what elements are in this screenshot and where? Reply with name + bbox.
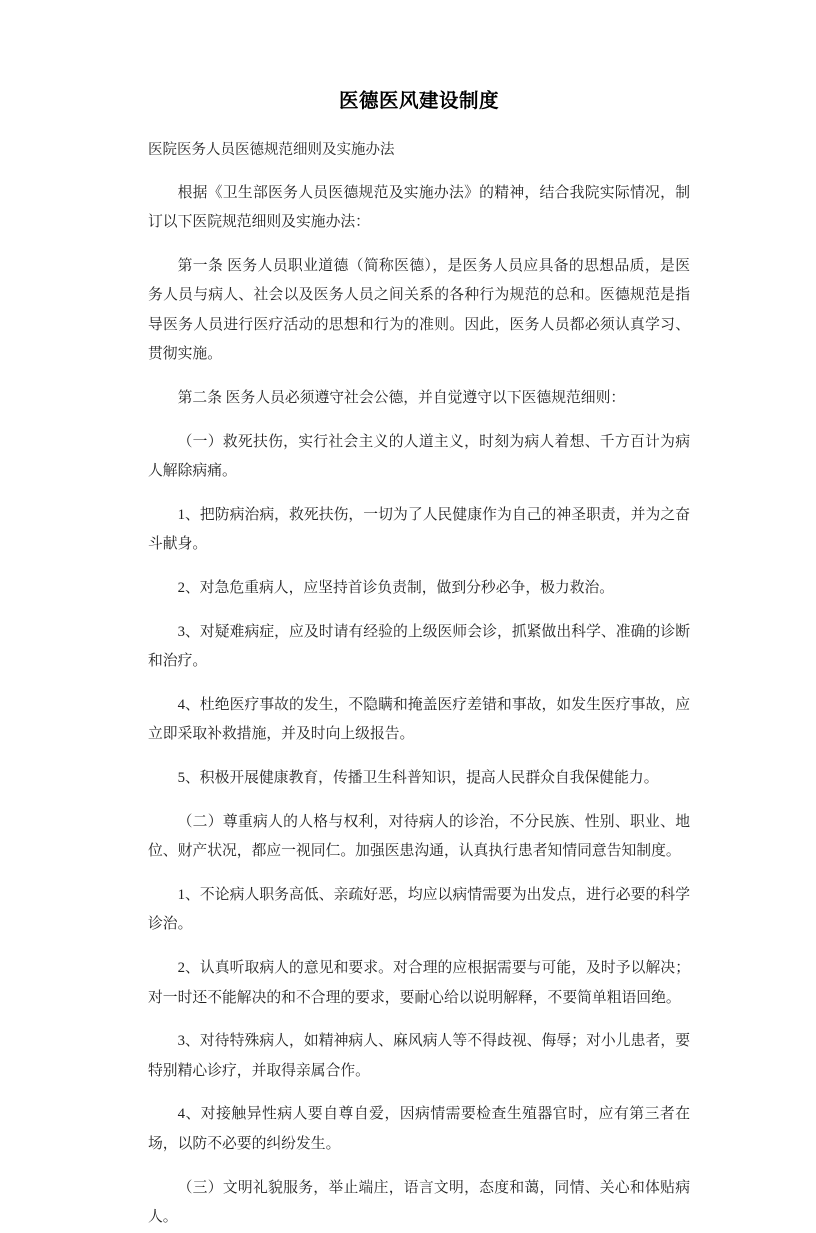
document-body xyxy=(148,0,690,1233)
paragraph: （三）文明礼貌服务，举止端庄，语言文明，态度和蔼，同情、关心和体贴病人。 xyxy=(148,1179,690,1226)
paragraph: （二）尊重病人的人格与权利，对待病人的诊治，不分民族、性别、职业、地位、财产状况，都应一视同仁。加强医患沟通，认真执行患者知情同意告知制度。 xyxy=(148,813,690,860)
paragraph: 3、对疑难病症，应及时请有经验的上级医师会诊，抓紧做出科学、准确的诊断和治疗。 xyxy=(148,623,690,670)
paragraph: 1、把防病治病，救死扶伤，一切为了人民健康作为自己的神圣职责，并为之奋斗献身。 xyxy=(148,506,690,553)
paragraph: 1、不论病人职务高低、亲疏好恶，均应以病情需要为出发点，进行必要的科学诊治。 xyxy=(148,886,690,933)
paragraph: 根据《卫生部医务人员医德规范及实施办法》的精神，结合我院实际情况，制订以下医院规范细则及实施办法： xyxy=(148,184,690,231)
paragraph: 5、积极开展健康教育，传播卫生科普知识，提高人民群众自我保健能力。 xyxy=(177,770,659,786)
paragraph: 4、对接触异性病人要自尊自爱，因病情需要检查生殖器官时，应有第三者在场，以防不必要的纠纷发生。 xyxy=(148,1106,690,1152)
paragraph: 4、杜绝医疗事故的发生，不隐瞒和掩盖医疗差错和事故，如发生医疗事故，应立即采取补救措施，并及时向上级报告。 xyxy=(148,696,690,743)
paragraph: 2、对急危重病人，应坚持首诊负责制，做到分秒必争，极力救治。 xyxy=(177,580,615,597)
paragraph: 3、对待特殊病人，如精神病人、麻风病人等不得歧视、侮辱；对小儿患者，要特别精心诊疗，并取得亲属合作。 xyxy=(148,1033,690,1079)
document-subtitle: 医院医务人员医德规范细则及实施办法 xyxy=(148,141,395,158)
paragraph: 第一条 医务人员职业道德（简称医德），是医务人员应具备的思想品质，是医务人员与病人、社会以及医务人员之间关系的各种行为规范的总和。医德规范是指导医务人员进行医疗活动的思想和行为的准则。因此，医务人员都必须认真学习、贯彻实施。 xyxy=(148,257,690,363)
page-title: 医德医风建设制度 xyxy=(338,91,499,112)
paragraph: （一）救死扶伤，实行社会主义的人道主义，时刻为病人着想、千方百计为病人解除病痛。 xyxy=(148,433,690,480)
paragraph-list xyxy=(148,179,690,1233)
paragraph: 2、认真听取病人的意见和要求。对合理的应根据需要与可能，及时予以解决；对一时还不能解决的和不合理的要求，要耐心给以说明解释，不要简单粗语回绝。 xyxy=(148,959,690,1006)
paragraph: 第二条 医务人员必须遵守社会公德，并自觉遵守以下医德规范细则： xyxy=(177,390,626,407)
